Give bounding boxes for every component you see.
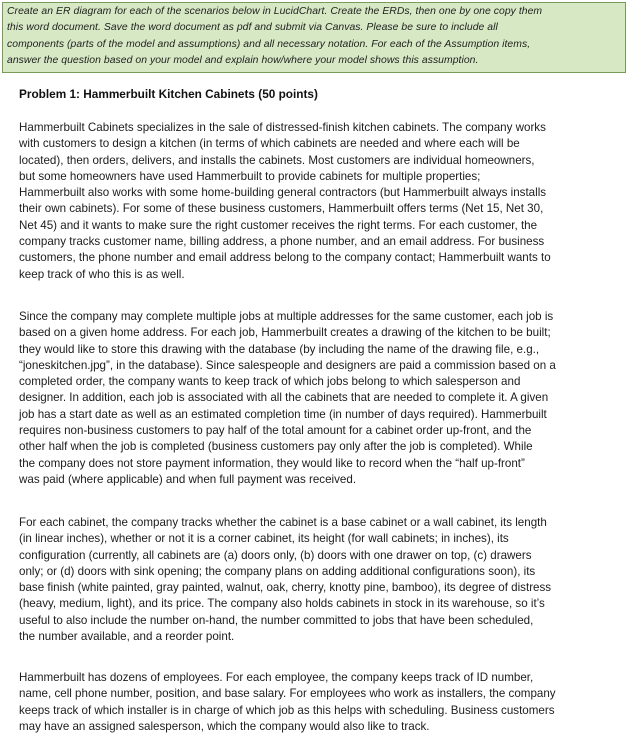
- paragraph-line: Hammerbuilt also works with some home-building general contractors (but Hammerbuilt always installs: [19, 186, 547, 200]
- paragraph-line: name, cell phone number, position, and base salary. For employees who work as installers, the company: [19, 687, 556, 701]
- paragraph-line: their own cabinets). For some of these business customers, Hammerbuilt offers terms (Net 15, Net 30,: [19, 202, 544, 216]
- paragraph-line: (heavy, medium, light), and its price. The company also holds cabinets in stock in its warehouse, so it’s: [19, 597, 545, 611]
- paragraph-line: configuration (currently, all cabinets are (a) doors only, (b) doors with one drawer on top, (c) drawers: [19, 548, 532, 562]
- paragraph-line: they would like to store this drawing with the database (by including the name of the drawing file, e.g.,: [19, 342, 540, 356]
- paragraph-line: customers, the phone number and email address belong to the company contact; Hammerbuilt wants to: [19, 251, 551, 265]
- problem-title: Problem 1: Hammerbuilt Kitchen Cabinets (50 points): [19, 87, 318, 101]
- paragraph-line: job has a start date as well as an estimated completion time (in number of days required). Hammerbuilt: [19, 407, 547, 421]
- paragraph-line: “joneskitchen.jpg”, in the database). Since salespeople and designers are paid a commission based on a: [19, 358, 556, 372]
- paragraph-line: company tracks customer name, billing address, a phone number, and an email address. For business: [19, 235, 545, 249]
- paragraph-line: keeps track of which installer is in charge of which job as this helps with scheduling. Business customers: [19, 703, 555, 717]
- paragraph-employees: [19, 670, 631, 735]
- paragraph-line: Hammerbuilt has dozens of employees. For each employee, the company keeps track of ID number,: [19, 671, 534, 684]
- paragraph-line: Since the company may complete multiple jobs at multiple addresses for the same customer, each job is: [19, 310, 554, 323]
- paragraph-line: completed order, the company wants to keep track of which jobs belong to which salesperson and: [19, 375, 521, 389]
- paragraph-customers: [19, 120, 631, 283]
- paragraph-line: (in linear inches), whether or not it is a corner cabinet, its height (for wall cabinets; in inches), its: [19, 532, 509, 546]
- paragraph-jobs: [19, 309, 631, 488]
- paragraph-line: other half when the job is completed (business customers pay only after the job is completed). While: [19, 440, 533, 454]
- paragraph-line: requires non-business customers to pay half of the total amount for a cabinet order up-front, and the: [19, 424, 532, 438]
- paragraph-line: keep track of who this is as well.: [19, 267, 185, 281]
- instructions-box: [2, 2, 626, 73]
- instructions-line: components (parts of the model and assumptions) and all necessary notation. For each of the Assumption items,: [7, 38, 531, 50]
- paragraph-cabinets: [19, 515, 631, 645]
- instructions-line: this word document. Save the word document as pdf and submit via Canvas. Please be sure to include all: [7, 22, 498, 34]
- paragraph-line: with customers to design a kitchen (in terms of which cabinets are needed and where each will be: [19, 137, 520, 151]
- paragraph-line: the number available, and a reorder point.: [19, 630, 235, 644]
- paragraph-line: only; or (d) doors with sink opening; the company plans on adding additional configurations soon), its: [19, 564, 536, 578]
- paragraph-line: base finish (white painted, gray painted, walnut, oak, cherry, knotty pine, bamboo), its degree of distress: [19, 581, 552, 595]
- instructions-line: answer the question based on your model and explain how/where your model shows this assumption.: [7, 55, 479, 67]
- paragraph-line: located), then orders, delivers, and installs the cabinets. Most customers are individual homeowners,: [19, 153, 535, 167]
- paragraph-line: For each cabinet, the company tracks whether the cabinet is a base cabinet or a wall cabinet, its length: [19, 516, 547, 529]
- paragraph-line: was paid (where applicable) and when full payment was received.: [19, 472, 357, 486]
- paragraph-line: useful to also include the number on-hand, the number committed to jobs that have been scheduled,: [19, 613, 534, 627]
- paragraph-line: designer. In addition, each job is associated with all the cabinets that are needed to complete it. A given: [19, 391, 549, 405]
- paragraph-line: Hammerbuilt Cabinets specializes in the sale of distressed-finish kitchen cabinets. The company works: [19, 121, 546, 134]
- paragraph-line: Net 45) and it wants to make sure the right customer receives the right terms. For each customer, the: [19, 218, 538, 232]
- instructions-line: Create an ER diagram for each of the scenarios below in LucidChart. Create the ERDs, then one by one copy them: [7, 6, 543, 17]
- paragraph-line: based on a given home address. For each job, Hammerbuilt creates a drawing of the kitchen to be built;: [19, 326, 551, 340]
- paragraph-line: may have an assigned salesperson, which the company would also like to track.: [19, 719, 430, 733]
- paragraph-line: the company does not store payment information, they would like to record when the “half up-front”: [19, 456, 525, 470]
- paragraph-line: but some homeowners have used Hammerbuilt to provide cabinets for multiple properties;: [19, 169, 481, 183]
